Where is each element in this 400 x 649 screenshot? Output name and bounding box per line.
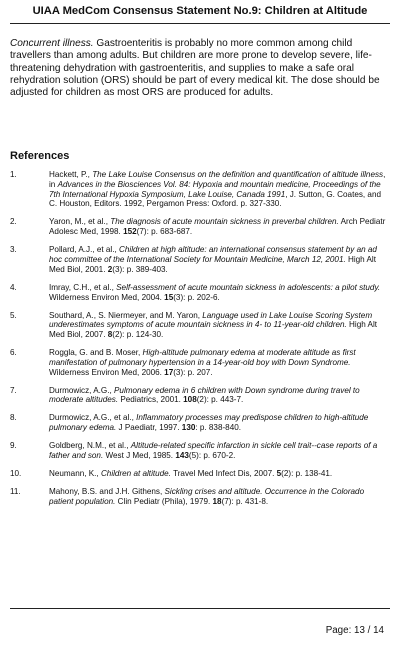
reference-number: 8. [10,413,17,423]
reference-segment: : p. 838-840. [195,423,241,433]
reference-item [10,283,386,303]
reference-item [10,386,386,406]
reference-volume: 17 [164,367,174,377]
reference-text [49,441,386,461]
reference-segment: , J. Sutton, G. Coates, and C. Houston, Editors. 1992, Pergamon Press: Oxford. p. 327-330. [49,189,381,209]
reference-segment: High Alt Med Biol, 2007. [49,320,378,340]
reference-title: Language used in Lake Louise Scoring System underestimates symptoms of acute mountain sickness in 4- to 11-year-old children. [49,310,373,330]
reference-segment: (2): p. 124-30. [112,330,164,340]
references-list [10,170,386,515]
reference-number: 2. [10,217,17,227]
reference-title: High-altitude pulmonary edema at moderate altitude as first manifestation of pulmonary hypertension in a 14-year-old boy with Down Syndrome. [49,348,356,367]
reference-number: 3. [10,245,17,255]
reference-item [10,441,386,461]
reference-segment: (5): p. 670-2. [188,451,236,461]
reference-text [49,245,386,274]
reference-text [49,413,386,433]
paragraph-body: Gastroenteritis is probably no more common among child travellers than among adults. But children are more prone to develop severe, life-threatening dehydration with gastroenteritis, and supplies to make a safe oral rehydration solution (ORS) should be part of every medical kit. The dose should be adjusted for children as most ORS are produced for adults. [10,38,380,99]
reference-segment: Goldberg, N.M., et al., [49,441,131,451]
reference-item [10,469,386,479]
reference-text [49,487,386,507]
reference-segment: (2): p. 138-41. [281,469,333,479]
reference-title: Advances in the Biosciences Vol. 84: Hypoxia and mountain medicine, Proceedings of the 7th International Hypoxia Symposium, Lake Louise, Canada 1991 [49,179,381,199]
reference-segment: High Alt Med Biol, 2001. [49,254,376,274]
reference-item [10,487,386,507]
reference-title: Inflammatory processes may predispose children to high-altitude pulmonary edema. [49,413,369,433]
reference-segment: Pollard, A.J., et al., [49,245,119,255]
reference-segment: Clin Pediatr (Phila), 1979. [115,496,213,506]
reference-segment: Hackett, P., [49,170,93,179]
reference-segment: (2): p. 443-7. [196,395,244,405]
reference-text [49,469,386,479]
reference-segment: Southard, A., S. Niermeyer, and M. Yaron, [49,310,203,320]
reference-item [10,170,386,209]
reference-segment: (7): p. 683-687. [136,227,193,237]
reference-segment: Wilderness Environ Med, 2004. [49,292,165,302]
reference-volume: 2 [107,264,113,274]
page-header-title: UIAA MedCom Consensus Statement No.9: Children at Altitude [32,5,368,17]
concurrent-illness-paragraph [10,38,388,99]
reference-segment: Pediatrics, 2001. [118,395,184,405]
reference-segment: Durmowicz, A.G., et al., [49,413,137,423]
reference-segment: Yaron, M., et al., [49,217,111,227]
reference-number: 5. [10,310,17,320]
reference-title: The diagnosis of acute mountain sickness in preverbal children. [110,217,339,227]
reference-segment: Roggla, G. and B. Moser, [49,348,143,358]
reference-title: Self-assessment of acute mountain sickness in adolescents: a pilot study. [116,282,381,292]
reference-number: 1. [10,170,17,179]
reference-text [49,283,386,303]
reference-text [49,170,386,209]
reference-segment: Travel Med Infect Dis, 2007. [170,469,277,479]
reference-number: 10. [10,469,22,479]
reference-segment: West J Med, 1985. [103,451,176,461]
reference-volume: 8 [107,330,113,340]
reference-title: The Lake Louise Consensus on the definition and quantification of altitude illness [92,170,384,179]
footer-rule [10,608,390,609]
page-number: Page: 13 / 14 [325,625,384,636]
reference-segment: (3): p. 207. [173,367,213,377]
reference-segment: J Paediatr, 1997. [116,423,182,433]
reference-volume: 152 [123,227,137,237]
reference-number: 7. [10,385,17,395]
reference-title: Children at altitude. [100,469,171,479]
reference-segment: Mahony, B.S. and J.H. Githens, [49,487,165,496]
reference-text [49,217,386,237]
reference-segment: Arch Pediatr Adolesc Med, 1998. [49,217,386,237]
reference-item [10,348,386,377]
reference-segment: Imray, C.H., et al., [49,282,117,292]
reference-title: Children at high altitude: an international consensus statement by an ad hoc committee of the International Society for Mountain Medicine, March 12, 2001. [49,245,377,264]
reference-title: Pulmonary edema in 6 children with Down syndrome during travel to moderate altitudes. [49,385,360,405]
reference-number: 4. [10,282,17,292]
reference-volume: 5 [276,469,282,479]
reference-segment: Durmowicz, A.G., [49,385,115,395]
reference-text [49,311,386,340]
reference-item [10,217,386,237]
reference-segment: Wilderness Environ Med, 2006. [49,367,165,377]
reference-volume: 18 [212,496,222,506]
reference-item [10,245,386,274]
reference-text [49,348,386,377]
reference-number: 6. [10,348,17,358]
reference-volume: 130 [181,423,196,433]
paragraph-lead: Concurrent illness. [10,38,94,49]
reference-number: 11. [10,487,21,496]
reference-segment: (3): p. 202-6. [173,292,220,302]
reference-number: 9. [10,441,17,451]
reference-volume: 143 [175,451,189,461]
reference-volume: 15 [164,292,174,302]
reference-segment: , in [49,170,386,189]
reference-title: Altitude-related specific infarction in sickle cell trait--case reports of a father and son. [49,441,378,461]
header-rule [10,23,390,24]
references-heading: References [10,150,70,162]
reference-title: Sickling crises and altitude. Occurrence in the Colorado patient population. [49,487,365,506]
reference-item [10,311,386,340]
reference-segment: (3): p. 389-403. [112,264,168,274]
reference-segment: (7): p. 431-8. [221,496,269,506]
reference-text [49,386,386,406]
reference-item [10,413,386,433]
reference-segment: Neumann, K., [49,469,101,479]
reference-volume: 108 [183,395,197,405]
